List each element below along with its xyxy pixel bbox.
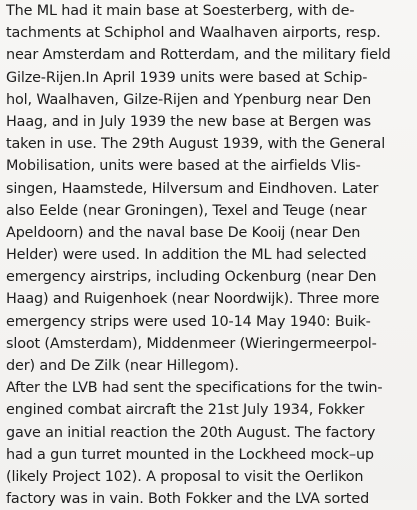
text-line: sloot (Amsterdam), Middenmeer (Wieringermeerpol- (6, 335, 377, 352)
text-line: Mobilisation, units were based at the airfields Vlis- (6, 158, 361, 175)
text-line: emergency strips were used 10-14 May 1940: Buik- (6, 313, 371, 330)
text-line: Haag, and in July 1939 the new base at Bergen was (6, 113, 371, 130)
text-line: emergency airstrips, including Ockenburg (near Den (6, 269, 377, 286)
text-line: had a gun turret mounted in the Lockheed mock–up (6, 446, 374, 463)
text-line: taken in use. The 29th August 1939, with the General (6, 136, 386, 153)
text-line: Apeldoorn) and the naval base De Kooij (near Den (6, 224, 361, 241)
text-line: hol, Waalhaven, Gilze-Rijen and Ypenburg near Den (6, 91, 372, 108)
text-line: factory was in vain. Both Fokker and the LVA sorted (6, 491, 370, 508)
text-line: gave an initial reaction the 20th August. The factory (6, 424, 376, 441)
text-line: Gilze-Rijen.In April 1939 units were based at Schip- (6, 69, 368, 86)
text-line: singen, Haamstede, Hilversum and Eindhoven. Later (6, 180, 379, 197)
text-line: After the LVB had sent the specifications for the twin- (6, 380, 383, 397)
text-line: engined combat aircraft the 21st July 1934, Fokker (6, 402, 365, 419)
text-line: Helder) were used. In addition the ML had selected (6, 247, 367, 264)
body-text (6, 0, 411, 510)
text-line: near Amsterdam and Rotterdam, and the military field (6, 47, 391, 64)
text-line: The ML had it main base at Soesterberg, with de- (6, 3, 355, 19)
text-line: also Eelde (near Groningen), Texel and Teuge (near (6, 202, 367, 219)
text-line: der) and De Zilk (near Hillegom). (6, 358, 239, 374)
text-line: (likely Project 102). A proposal to visit the Oerlikon (6, 468, 364, 485)
text-line: Haag) and Ruigenhoek (near Noordwijk). Three more (6, 291, 380, 308)
text-line: tachments at Schiphol and Waalhaven airports, resp. (6, 25, 381, 42)
